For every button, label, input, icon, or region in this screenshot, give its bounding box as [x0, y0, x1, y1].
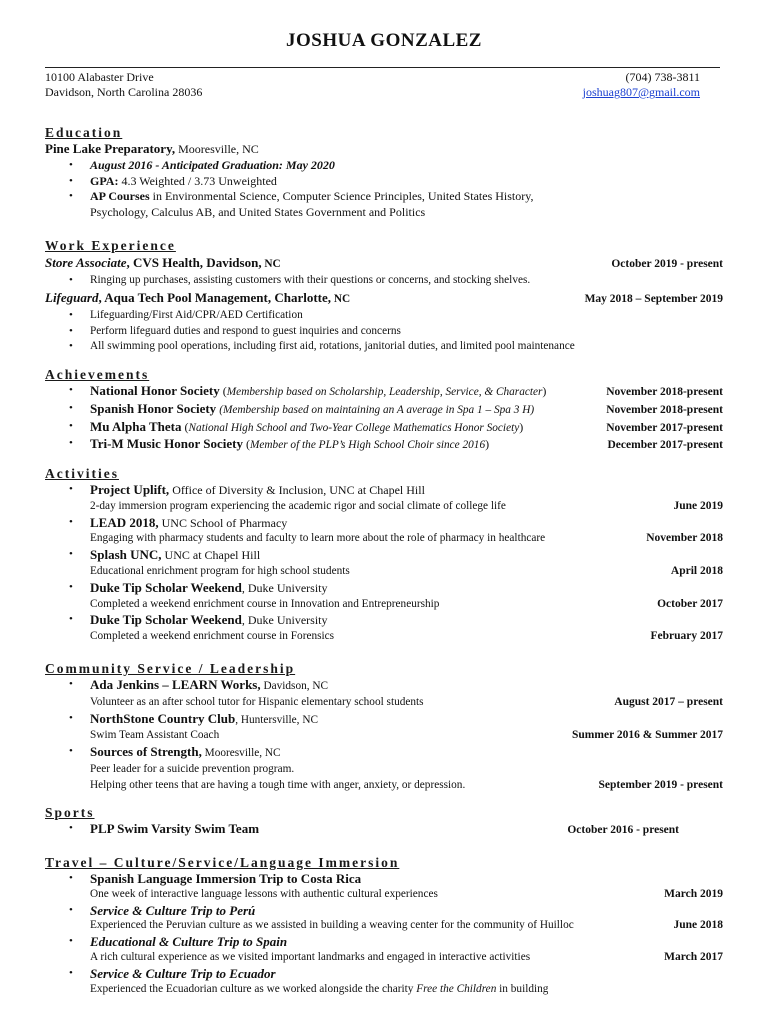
job-date: May 2018 – September 2019	[584, 292, 723, 305]
job-org: , Aqua Tech Pool Management, Charlotte,	[98, 289, 332, 305]
job-bullet: • All swimming pool operations, including first aid, rotations, janitorial duties, and limited pool maintenance	[90, 340, 575, 353]
work-section	[45, 238, 723, 355]
community-date: August 2017 – present	[614, 695, 723, 708]
list-item	[45, 436, 723, 454]
activity-org: UNC at Chapel Hill	[161, 548, 261, 563]
community-org: Davidson, NC	[260, 680, 329, 692]
community-section	[45, 661, 723, 794]
community-name: NorthStone Country Club	[90, 710, 236, 726]
activity-org: UNC School of Pharmacy	[158, 515, 288, 530]
activity-org: Office of Diversity & Inclusion, UNC at Chapel Hill	[169, 483, 425, 497]
achievement-date: November 2018-present	[606, 403, 723, 416]
achievement-paren: (	[242, 437, 250, 452]
community-date: September 2019 - present	[598, 778, 723, 791]
activity-desc: Completed a weekend enrichment course in Innovation and Entrepreneurship	[90, 597, 440, 610]
job-title-line	[45, 289, 723, 308]
section-heading-achievements: Achievements	[45, 367, 150, 382]
phone-number: (704) 738-3811	[625, 70, 700, 84]
activity-detail	[45, 531, 723, 547]
community-detail	[45, 695, 723, 711]
activity-date: October 2017	[657, 597, 723, 610]
travel-desc: One week of interactive language lessons with authentic cultural experiences	[90, 887, 438, 900]
community-detail	[45, 778, 723, 794]
charity-name: Free the Children	[416, 982, 497, 995]
activity-desc: Educational enrichment program for high school students	[90, 564, 350, 577]
list-item	[45, 677, 723, 695]
activity-date: April 2018	[670, 564, 723, 577]
address-block	[45, 70, 202, 100]
achievement-desc: Member of the PLP’s High School Choir since 2016	[249, 439, 486, 452]
header-divider	[45, 67, 720, 68]
community-org: Mooresville, NC	[201, 747, 281, 760]
sports-section	[45, 805, 723, 839]
achievement-name: Spanish Honor Society	[90, 400, 217, 416]
job-org: , CVS Health, Davidson,	[126, 255, 262, 270]
candidate-name: JOSHUA GONZALEZ	[286, 30, 482, 51]
achievement-paren: )	[485, 437, 490, 452]
list-item	[45, 871, 723, 887]
achievement-name: National Honor Society	[90, 383, 220, 398]
section-heading-activities: Activities	[45, 466, 119, 481]
community-desc: Swim Team Assistant Coach	[90, 729, 220, 742]
community-desc: Peer leader for a suicide prevention program.	[90, 762, 295, 775]
achievement-paren: )	[542, 384, 547, 398]
list-item	[45, 189, 723, 205]
achievement-date: November 2017-present	[606, 421, 723, 434]
list-item	[45, 324, 723, 340]
section-heading-community: Community Service / Leadership	[45, 661, 296, 676]
travel-desc: Experienced the Ecuadorian culture as we worked alongside the charity	[90, 982, 417, 995]
achievement-paren: (	[181, 419, 189, 434]
list-item	[45, 744, 723, 762]
travel-desc-tail: in building	[496, 982, 549, 995]
job-date: October 2019 - present	[611, 258, 723, 270]
community-name: Ada Jenkins – LEARN Works,	[90, 677, 261, 692]
travel-detail	[45, 950, 723, 966]
school-name: Pine Lake Preparatory,	[45, 141, 176, 156]
ap-courses-line-2	[45, 205, 723, 221]
list-item	[45, 821, 723, 839]
list-item	[45, 174, 723, 190]
achievement-name: Tri-M Music Honor Society	[90, 436, 243, 452]
address-line-2: Davidson, North Carolina 28036	[45, 85, 203, 99]
list-item	[45, 580, 723, 597]
activity-detail	[45, 597, 723, 613]
list-item	[45, 547, 723, 564]
school-location: Mooresville, NC	[175, 142, 259, 156]
achievement-paren: (	[219, 384, 227, 398]
achievement-desc: Membership based on Scholarship, Leadership, Service, & Character	[226, 386, 543, 398]
activity-name: Duke Tip Scholar Weekend	[90, 579, 242, 595]
achievement-date: November 2018-present	[606, 386, 723, 398]
community-detail	[45, 728, 723, 744]
list-item	[45, 903, 723, 919]
achievements-section	[45, 367, 723, 454]
list-item	[45, 966, 723, 982]
section-heading-education: Education	[45, 125, 123, 140]
activity-name: Splash UNC,	[90, 547, 162, 563]
contact-block	[583, 70, 700, 100]
community-desc: Helping other teens that are having a tough time with anger, anxiety, or depression.	[90, 778, 466, 791]
ap-courses-text: Psychology, Calculus AB, and United States Government and Politics	[90, 205, 426, 220]
activity-detail	[45, 564, 723, 580]
travel-desc: A rich cultural experience as we visited important landmarks and engaged in interactive activities	[90, 950, 531, 963]
list-item	[45, 383, 723, 401]
section-heading-work: Work Experience	[45, 238, 176, 253]
list-item	[45, 934, 723, 950]
travel-name: • Educational & Culture Trip to Spain	[90, 934, 288, 950]
travel-date: March 2017	[664, 950, 723, 963]
list-item	[45, 158, 723, 174]
travel-name: • Spanish Language Immersion Trip to Costa Rica	[90, 871, 362, 886]
achievement-paren: )	[519, 419, 524, 434]
activities-section	[45, 466, 723, 645]
activity-desc: Engaging with pharmacy students and faculty to learn more about the role of pharmacy in healthcare	[90, 532, 546, 545]
job-bullet: • Lifeguarding/First Aid/CPR/AED Certification	[90, 308, 303, 321]
job-bullet: • Ringing up purchases, assisting customers with their questions or concerns, and stocking shelves.	[90, 274, 531, 286]
travel-desc: Experienced the Peruvian culture as we assisted in building a weaving center for the community of Huilloc	[90, 919, 574, 932]
activity-org: , Duke University	[241, 580, 328, 595]
sport-date: October 2016 - present	[567, 824, 679, 836]
list-item	[45, 339, 723, 355]
activity-name: Project Uplift,	[90, 482, 170, 497]
travel-detail	[45, 887, 723, 903]
section-heading-travel: Travel – Culture/Service/Language Immersion	[45, 855, 400, 870]
travel-section	[45, 855, 723, 997]
community-name: Sources of Strength,	[90, 744, 202, 760]
ap-label: AP Courses	[90, 189, 150, 204]
list-item	[45, 419, 723, 437]
achievement-date: December 2017-present	[607, 439, 723, 452]
travel-name: • Service & Culture Trip to Perú	[90, 902, 256, 918]
community-desc: Volunteer as an after school tutor for Hispanic elementary school students	[90, 695, 424, 708]
travel-date: March 2019	[664, 887, 723, 900]
job-state: NC	[331, 292, 351, 305]
community-detail	[45, 762, 723, 778]
activity-detail	[45, 499, 723, 515]
activity-name: LEAD 2018,	[90, 514, 159, 530]
travel-detail	[45, 982, 723, 998]
list-item	[45, 612, 723, 629]
achievement-desc: (Membership based on maintaining an A average in Spa 1 – Spa 3 H)	[219, 403, 535, 416]
list-item	[45, 273, 723, 289]
sport-name: • PLP Swim Varsity Swim Team	[90, 821, 260, 836]
address-line-1: 10100 Alabaster Drive	[45, 70, 154, 84]
gpa-value: 4.3 Weighted / 3.73 Unweighted	[118, 173, 277, 188]
activity-detail	[45, 629, 723, 645]
travel-detail	[45, 918, 723, 934]
community-date: Summer 2016 & Summer 2017	[572, 729, 723, 742]
travel-date: June 2018	[673, 919, 723, 932]
activity-date: February 2017	[650, 630, 723, 643]
activity-name: Duke Tip Scholar Weekend	[90, 612, 242, 628]
activity-desc: 2-day immersion program experiencing the academic rigor and social climate of college life	[90, 499, 506, 512]
achievement-name: Mu Alpha Theta	[90, 418, 182, 434]
activity-org: , Duke University	[241, 613, 328, 628]
email-link[interactable]: joshuag807@gmail.com	[582, 85, 700, 99]
list-item	[45, 482, 723, 499]
activity-date: June 2019	[673, 499, 723, 512]
job-bullet: • Perform lifeguard duties and respond to guest inquiries and concerns	[90, 324, 401, 337]
section-heading-sports: Sports	[45, 805, 95, 820]
list-item	[45, 515, 723, 532]
job-title: Lifeguard	[45, 289, 99, 305]
activity-date: November 2018	[646, 532, 723, 545]
activity-desc: Completed a weekend enrichment course in Forensics	[90, 630, 335, 643]
achievement-desc: National High School and Two-Year College Mathematics Honor Society	[188, 421, 520, 434]
graduation-dates: • August 2016 - Anticipated Graduation: May 2020	[90, 157, 335, 172]
community-org: , Huntersville, NC	[235, 713, 319, 726]
travel-name: • Service & Culture Trip to Ecuador	[90, 965, 276, 981]
list-item	[45, 401, 723, 419]
job-title-line	[45, 254, 723, 273]
list-item	[45, 711, 723, 729]
school-line	[45, 141, 723, 158]
job-state: NC	[261, 258, 281, 270]
list-item	[45, 308, 723, 324]
job-title: Store Associate	[45, 255, 127, 270]
education-section	[45, 125, 723, 221]
ap-courses-line-1: in Environmental Science, Computer Science Principles, United States History,	[149, 189, 534, 204]
gpa-label: GPA:	[90, 173, 119, 188]
